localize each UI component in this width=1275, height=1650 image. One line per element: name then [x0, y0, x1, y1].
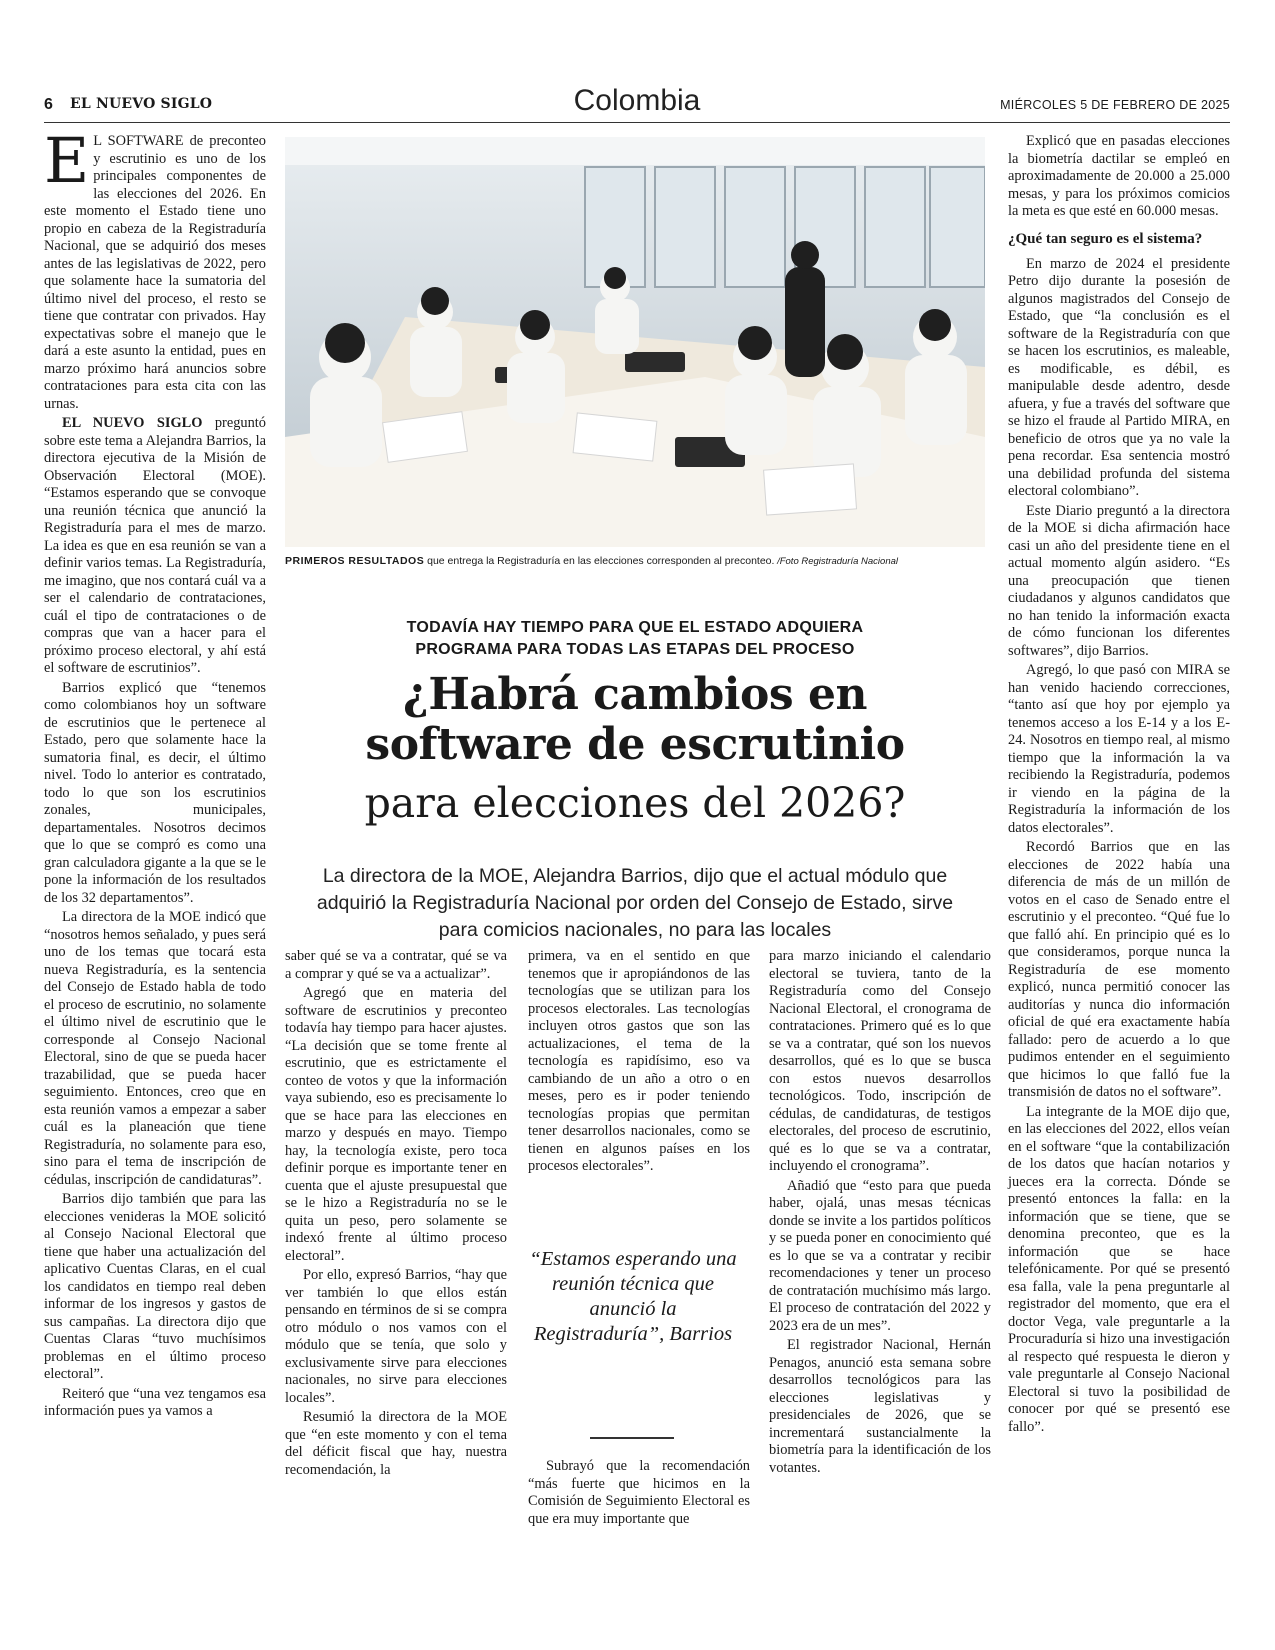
kicker-line: TODAVÍA HAY TIEMPO PARA QUE EL ESTADO ADQUIERA: [406, 619, 864, 636]
article-column-2: [285, 948, 507, 1538]
article-paragraph: Resumió la directora de la MOE que “en este momento y con el tema del déficit fiscal que hay, nuestra recomendación, la: [285, 1409, 507, 1478]
pull-quote: “Estamos esperando una reunión técnica que anunció la Registraduría”, Barrios: [529, 1248, 737, 1345]
article-column-5: [1008, 133, 1230, 1538]
photo-caption: [285, 553, 985, 570]
article-paragraph: Por ello, expresó Barrios, “hay que ver también lo que ellos están pensando en términos de si se compra otro módulo o nos vamos con el módulo que se tenía, que solo y exclusivamente sirve para elecciones nacionales, no sirve para elecciones locales”.: [285, 1267, 507, 1406]
section-subhead: ¿Qué tan seguro es el sistema?: [1008, 230, 1203, 247]
article-paragraph: Subrayó que la recomendación “más fuerte que hicimos en la Comisión de Seguimiento Electoral es que era muy importante que: [528, 1458, 750, 1527]
photo-credit: /Foto Registraduría Nacional: [774, 556, 898, 567]
article-paragraph: Agregó, lo que pasó con MIRA se han venido haciendo correcciones, “tanto así que hoy por ejemplo ya tenemos acceso a los E-14 y a los E-24. Nosotros en tiempo real, al mismo tiempo que la información la va recibiendo la Registraduría, podemos ir viendo en la página de la Registraduría la información de los datos electorales”.: [1008, 662, 1230, 836]
article-paragraph: Reiteró que “una vez tengamos esa información pues ya vamos a: [44, 1385, 266, 1419]
article-paragraph: para marzo iniciando el calendario electoral se tuviera, tanto de la Registraduría como del Consejo Nacional Electoral, el cronograma de contrataciones. Primero qué es lo que se va a contratar, qué son los nuevos desarrollos, qué es lo que se busca con estos nuevos desarrollos tecnológicos. Todo, inscripción de cédulas, de candidaturas, de testigos electorales, del proceso de escrutinio, qué es lo que se va a contratar, incluyendo el cronograma”.: [769, 948, 991, 1174]
article-headline: [285, 670, 985, 770]
article-paragraph: La directora de la MOE indicó que “nosotros hemos señalado, y pues será uno de los temas que tocará esta nueva Registraduría, es la sentencia del Consejo de Estado habla de todo el proceso de escrutinio, no solamente el último nivel de escrutinio que le corresponde al Consejo Nacional Electoral, sino de que se pueda hacer trazabilidad, que se pueda hacer seguimiento. Entonces, creo que en esta reunión vamos a empezar a saber cuál es la planeación que tiene Registraduría, no solamente para eso, sino para el tema de inscripción de cédulas, inscripción de candidaturas”.: [44, 909, 266, 1188]
article-paragraph: Agregó que en materia del software de escrutinios y preconteo todavía hay tiempo para hacer ajustes. “La decisión que se tome frente al escrutinio, que es estrictamente el conteo de votos y que la información vaya subiendo, eso es precisamente lo que se hace para las elecciones en marzo y después en mayo. Tiempo hay, la tecnología existe, pero toca definir porque es importante tener en cuenta que el ajuste presupuestal que se le hizo a Registraduría no se le quita un peso, pero solamente se indexó frente al último proceso electoral”.: [285, 985, 507, 1264]
article-paragraph: saber qué se va a contratar, qué se va a comprar y qué se va a actualizar”.: [285, 948, 507, 982]
headline-line: software de escrutinio: [365, 719, 905, 770]
article-deck: La directora de la MOE, Alejandra Barrios, dijo que el actual módulo que adquirió la Registraduría Nacional por orden del Consejo de Estado, sirve para comicios nacionales, no para las locales: [316, 865, 954, 941]
article-kicker: [285, 617, 985, 661]
headline-line: para elecciones del 2026?: [364, 779, 906, 827]
article-paragraph: El registrador Nacional, Hernán Penagos, anunció esta semana sobre desarrollos tecnológicos para las elecciones legislativas y presidenciales de 2026, que se incrementará sustancialmente la biometría para la identificación de los votantes.: [769, 1337, 991, 1476]
kicker-line: PROGRAMA PARA TODAS LAS ETAPAS DEL PROCESO: [415, 641, 855, 658]
headline-line: ¿Habrá cambios en: [403, 669, 867, 720]
article-paragraph: En marzo de 2024 el presidente Petro dijo durante la posesión de algunos magistrados del Consejo de Estado, que “la conclusión es el software de la Registraduría con que se hacen los escrutinios, es maleable, es modificable, es débil, es manipulable desde adentro, desde afuera, y fue a través del software que se hizo el fraude al Partido MIRA, en beneficio de otros que ya no vale la pena recordar. Esa sentencia mostró una debilidad profunda del sistema electoral colombiano”.: [1008, 255, 1230, 499]
article-paragraph: Barrios dijo también que para las elecciones venideras la MOE solicitó al Consejo Nacional Electoral que tiene que haber una actualización del aplicativo Cuentas Claras, en el cual los candidatos en tiempo real deben informar de los ingresos y gastos de sus campañas. La directora dijo que Cuentas Claras “tuvo muchísimos problemas en el último proceso electoral”.: [44, 1191, 266, 1382]
article-paragraph: Barrios explicó que “tenemos como colombianos hoy un software de escrutinios que le pertenece al Estado, pero que solamente hace la sumatoria final, es decir, el último nivel. Todo lo anterior es contratado, todo lo que son los escrutinios zonales, municipales, departamentales. Nosotros decimos que lo que se compró es como una gran calculadora gigante a la que se le pone la información de los resultados de los 32 departamentos”.: [44, 679, 266, 906]
issue-date: MIÉRCOLES 5 DE FEBRERO DE 2025: [1000, 98, 1230, 112]
article-paragraph: Recordó Barrios que en las elecciones de 2022 había una diferencia de más de un millón de votos en el caso de Senado entre el escrutinio y el preconteo. “Qué fue lo que falló ahí. En principio qué es lo que consideramos, porque nunca la Registraduría de ese momento explicó, nunca permitió conocer las auditorías y nunca dio información oficial de qué era exactamente había fallado: pero de acuerdo a lo que pudimos entender en el seguimiento que hicimos lo que falló fue la transmisión de datos no el software”.: [1008, 839, 1230, 1100]
article-paragraph: Este Diario preguntó a la directora de la MOE si dicha afirmación hace casi un año del presidente tiene en el actual momento algún asidero. “Es una preocupación que tienen ciudadanos y algunos candidatos que no han tenido la información exacta de cómo funcionan los diferentes softwares”, dijo Barrios.: [1008, 502, 1230, 659]
photo-illustration: [285, 137, 985, 547]
caption-text: que entrega la Registraduría en las elecciones corresponden al preconteo.: [424, 555, 775, 567]
news-photo: [285, 137, 985, 547]
article-paragraph: primera, va en el sentido en que tenemos que ir apropiándonos de las tecnologías que se utilizan para los procesos electorales. Las tecnologías incluyen otros gastos que son las actualizaciones, el tema de la tecnología es rapidísimo, eso va cambiando de un año a otro o en meses, pero es ir poder teniendo tecnologías propias que permitan tener desarrollos nacionales, como se tienen en algunos países en los procesos electorales”.: [528, 948, 750, 1174]
article-paragraph: E L SOFTWARE de preconteo y escrutinio es uno de los principales componentes de las elecciones del 2026. En este momento el Estado tiene uno propio en cabeza de la Registraduría Nacional, que se adquirió dos meses antes de las legislativas de 2022, pero que solamente hace la sumatoria del último nivel del proceso, el resto se tiene que contratar con privados. Hay expectativas sobre el manejo que le dará a este asunto la entidad, pues en marzo próximo hará anuncios sobre contrataciones para esta cita con las urnas.: [44, 124, 266, 412]
section-title: Colombia: [573, 84, 701, 117]
caption-lead: PRIMEROS RESULTADOS: [285, 555, 425, 567]
page-header: [44, 84, 1230, 120]
pull-quote-rule: [590, 1437, 674, 1439]
article-column-3: [528, 948, 750, 1238]
article-paragraph: Añadió que “esto para que pueda haber, ojalá, unas mesas técnicas donde se invite a los partidos políticos y se pueda poner en conocimiento qué es lo que se va a contratar y recibir recomendaciones y tener un proceso de contratación muchísimo más largo. El proceso de contratación del 2022 y 2023 era de un mes”.: [769, 1177, 991, 1334]
article-paragraph: La integrante de la MOE dijo que, en las elecciones del 2022, ellos veían en el software “que la contabilización de los datos que hacían notarios y jueces era la correcta. Dónde se presentó entonces la falla: en la información que se tiene, que se denomina preconteo, que es la información que se hace telefónicamente. Por qué se presentó esa falla, vale la pena preguntarle al registrador del momento, que era el doctor Vega, vale preguntarle a la Procuraduría si hizo una investigación al respecto qué respuesta le dieron y vale preguntarle al Consejo Nacional Electoral si tuvo la posibilidad de conocer por qué se presentó ese fallo”.: [1008, 1103, 1230, 1435]
article-column-1: [44, 124, 266, 1533]
header-rule: [44, 122, 1230, 123]
publication-name: EL NUEVO SIGLO: [62, 415, 203, 431]
article-column-3-lower: [528, 1458, 750, 1538]
dropcap: E: [44, 124, 90, 197]
page-number: 6: [44, 96, 53, 113]
masthead: EL NUEVO SIGLO: [70, 96, 213, 112]
article-column-4: [769, 948, 991, 1538]
article-paragraph: Explicó que en pasadas elecciones la biometría dactilar se empleó en aproximadamente de 20.000 a 25.000 mesas, y para los próximos comicios la meta es que esté en 60.000 mesas.: [1008, 133, 1230, 219]
article-paragraph: EL NUEVO SIGLO preguntó sobre este tema a Alejandra Barrios, la directora ejecutiva de la Misión de Observación Electoral (MOE). “Estamos esperando que se convoque una reunión técnica que anunció la Registraduría para el mes de marzo. La idea es que en esa reunión se van a definir varios temas. La Registraduría, me imagino, que nos contará cuál va a ser el calendario de contrataciones, cuál el tipo de contrataciones o de compras que van a hacer para el próximo proceso electoral, y ahí está el software de escrutinios”.: [44, 415, 266, 676]
